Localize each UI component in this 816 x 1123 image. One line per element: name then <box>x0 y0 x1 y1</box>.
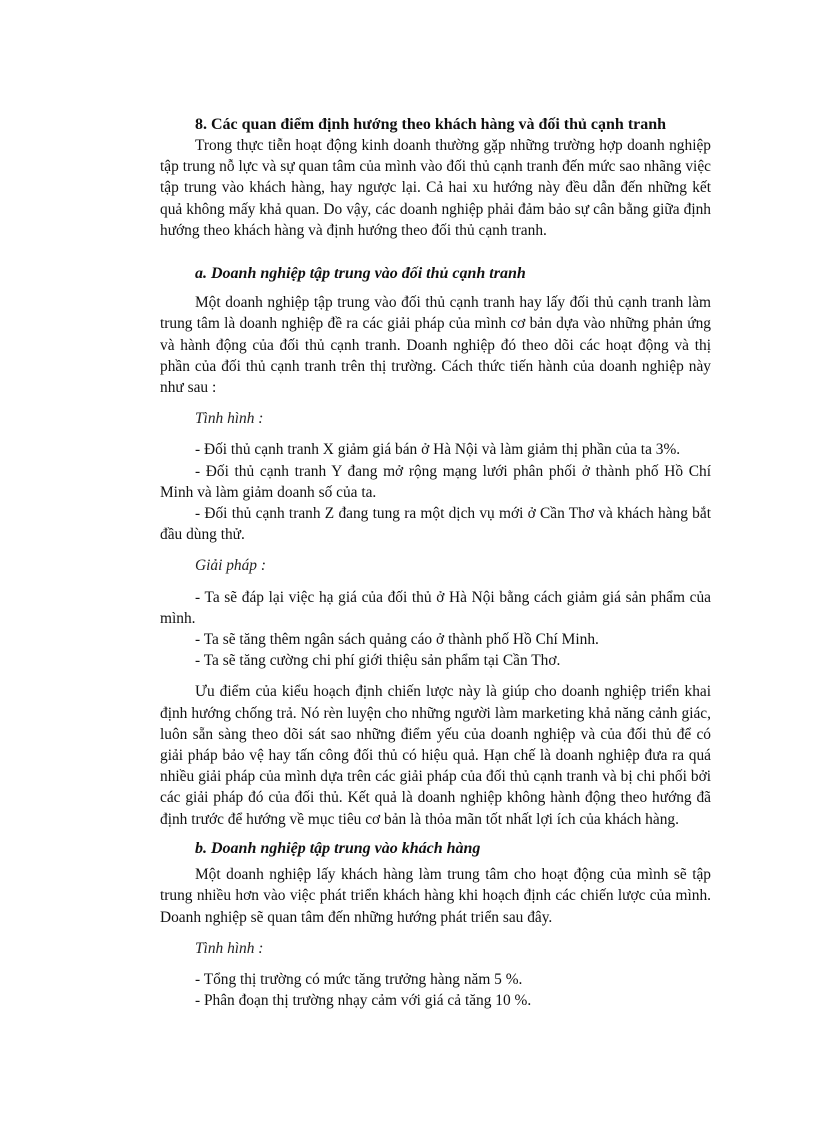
subsection-a-paragraph: Một doanh nghiệp tập trung vào đối thủ cạnh tranh hay lấy đối thủ cạnh tranh làm trung tâm là doanh nghiệp đề ra các giải pháp của mình cơ bản dựa vào những phản ứng và hành động của đối thủ cạnh tranh. Doanh nghiệp đó theo dõi các hoạt động và thị phần của đối thủ cạnh tranh trên thị trường. Cách thức tiến hành của doanh nghiệp này như sau : <box>160 294 711 397</box>
solution-label-a: Giải pháp : <box>195 557 266 575</box>
situation-item: - Tổng thị trường có mức tăng trưởng hàng năm 5 %. <box>195 970 523 988</box>
situation-item: - Đối thủ cạnh tranh Z đang tung ra một dịch vụ mới ở Cần Thơ và khách hàng bắt đầu dùng thử. <box>160 505 711 544</box>
subsection-a-heading: a. Doanh nghiệp tập trung vào đối thủ cạnh tranh <box>195 265 526 283</box>
situation-item: - Đối thủ cạnh tranh X giảm giá bán ở Hà Nội và làm giảm thị phần của ta 3%. <box>195 441 681 459</box>
solution-item: - Ta sẽ tăng cường chi phí giới thiệu sản phẩm tại Cần Thơ. <box>195 652 561 670</box>
subsection-b-heading: b. Doanh nghiệp tập trung vào khách hàng <box>195 839 481 857</box>
subsection-b-paragraph: Một doanh nghiệp lấy khách hàng làm trung tâm cho hoạt động của mình sẽ tập trung nhiều hơn vào việc phát triển khách hàng khi hoạch định các chiến lược của mình. Doanh nghiệp sẽ quan tâm đến những hướng phát triển sau đây. <box>160 866 711 926</box>
evaluation-paragraph: Ưu điểm của kiểu hoạch định chiến lược này là giúp cho doanh nghiệp triển khai định hướng chống trả. Nó rèn luyện cho những người làm marketing khả năng cảnh giác, luôn sẵn sàng theo dõi sát sao những điểm yếu của doanh nghiệp và của đối thủ để có giải pháp bảo vệ hay tấn công đối thủ có hiệu quả. Hạn chế là doanh nghiệp đưa ra quá nhiều giải pháp của mình dựa trên các giải pháp của đối thủ cạnh tranh và bị chi phối bởi các giải pháp đó của đối thủ. Kết quả là doanh nghiệp không hành động theo hướng đã định trước để hướng về mục tiêu cơ bản là thỏa mãn tốt nhất lợi ích của khách hàng. <box>160 683 711 828</box>
solution-item: - Ta sẽ đáp lại việc hạ giá của đối thủ ở Hà Nội bằng cách giảm giá sản phẩm của mình. <box>160 588 711 627</box>
intro-paragraph: Trong thực tiễn hoạt động kinh doanh thường gặp những trường hợp doanh nghiệp tập trung nỗ lực và sự quan tâm của mình vào đối thủ cạnh tranh đến mức sao nhãng việc tập trung vào khách hàng, hay ngược lại. Cả hai xu hướng này đều dẫn đến những kết quả không mấy khả quan. Do vậy, các doanh nghiệp phải đảm bảo sự cân bằng giữa định hướng theo khách hàng và định hướng theo đối thủ cạnh tranh. <box>160 137 711 239</box>
situation-label-a: Tình hình : <box>195 410 264 428</box>
solution-item: - Ta sẽ tăng thêm ngân sách quảng cáo ở thành phố Hồ Chí Minh. <box>195 631 599 649</box>
section-heading: 8. Các quan điểm định hướng theo khách hàng và đối thủ cạnh tranh <box>195 116 667 133</box>
document-page <box>160 104 711 1011</box>
situation-item: - Đối thủ cạnh tranh Y đang mở rộng mạng lưới phân phối ở thành phố Hồ Chí Minh và làm giảm doanh số của ta. <box>160 462 711 501</box>
situation-item: - Phân đoạn thị trường nhạy cảm với giá cả tăng 10 %. <box>195 992 532 1010</box>
situation-label-b: Tình hình : <box>195 939 264 957</box>
